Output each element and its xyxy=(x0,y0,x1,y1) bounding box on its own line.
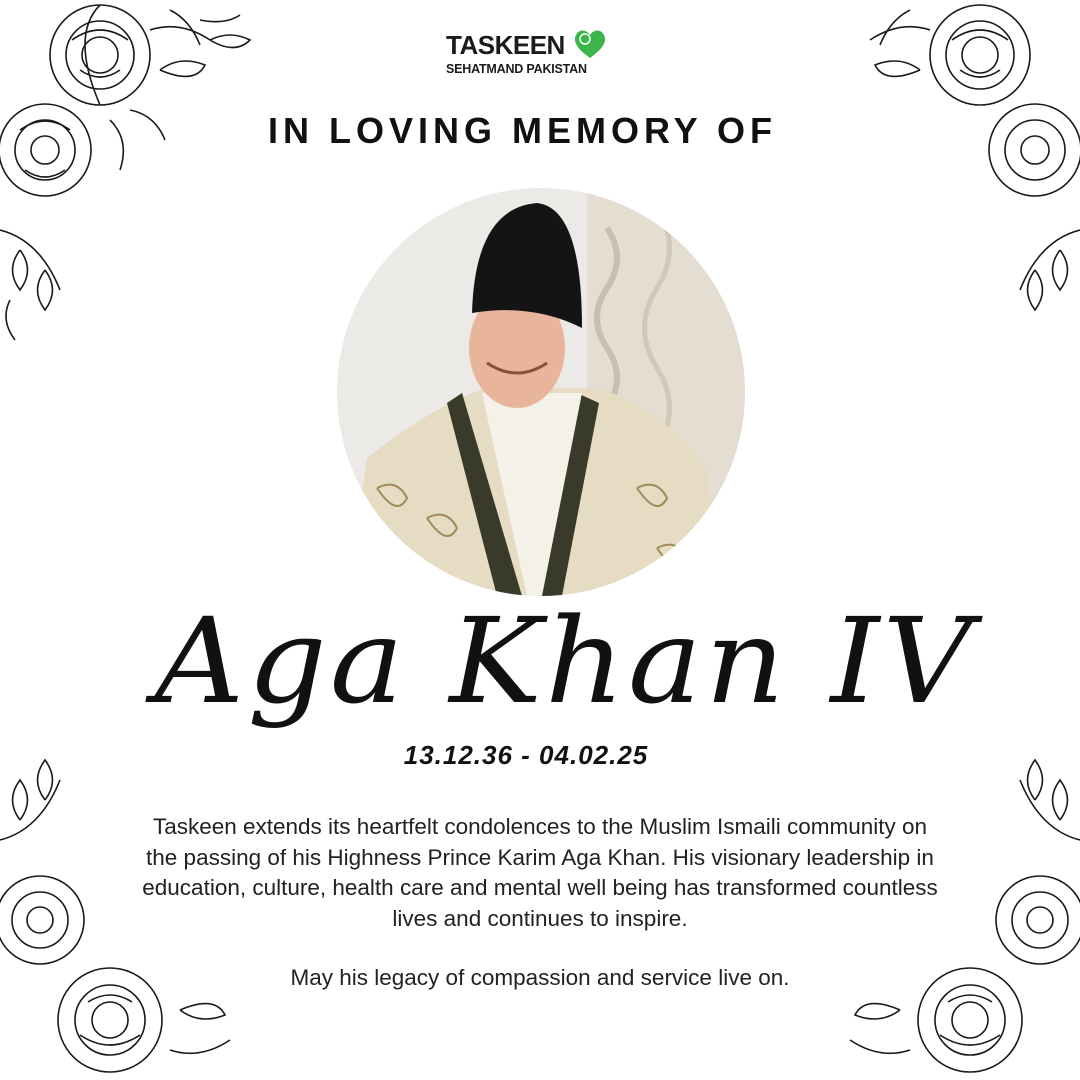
taskeen-logo xyxy=(446,28,616,78)
heart-icon xyxy=(573,28,607,60)
closing-line: May his legacy of compassion and service live on. xyxy=(290,965,790,990)
logo-name: TASKEEN xyxy=(446,30,565,60)
logo-tagline: SEHATMAND PAKISTAN xyxy=(446,62,587,76)
condolence-message: Taskeen extends its heartfelt condolences to the Muslim Ismaili community on the passing of his Highness Prince Karim Aga Khan. His visionary leadership in education, culture, health care and mental well being has transformed countless lives and continues to inspire. xyxy=(142,814,938,931)
rose-corner-top-left-icon xyxy=(0,0,320,360)
memorial-heading: IN LOVING MEMORY OF xyxy=(267,110,778,151)
memorial-name: Aga Khan IV xyxy=(154,592,976,730)
rose-corner-top-right-icon xyxy=(760,0,1080,360)
life-dates: 13.12.36 - 04.02.25 xyxy=(403,740,649,770)
portrait-photo xyxy=(337,188,745,596)
